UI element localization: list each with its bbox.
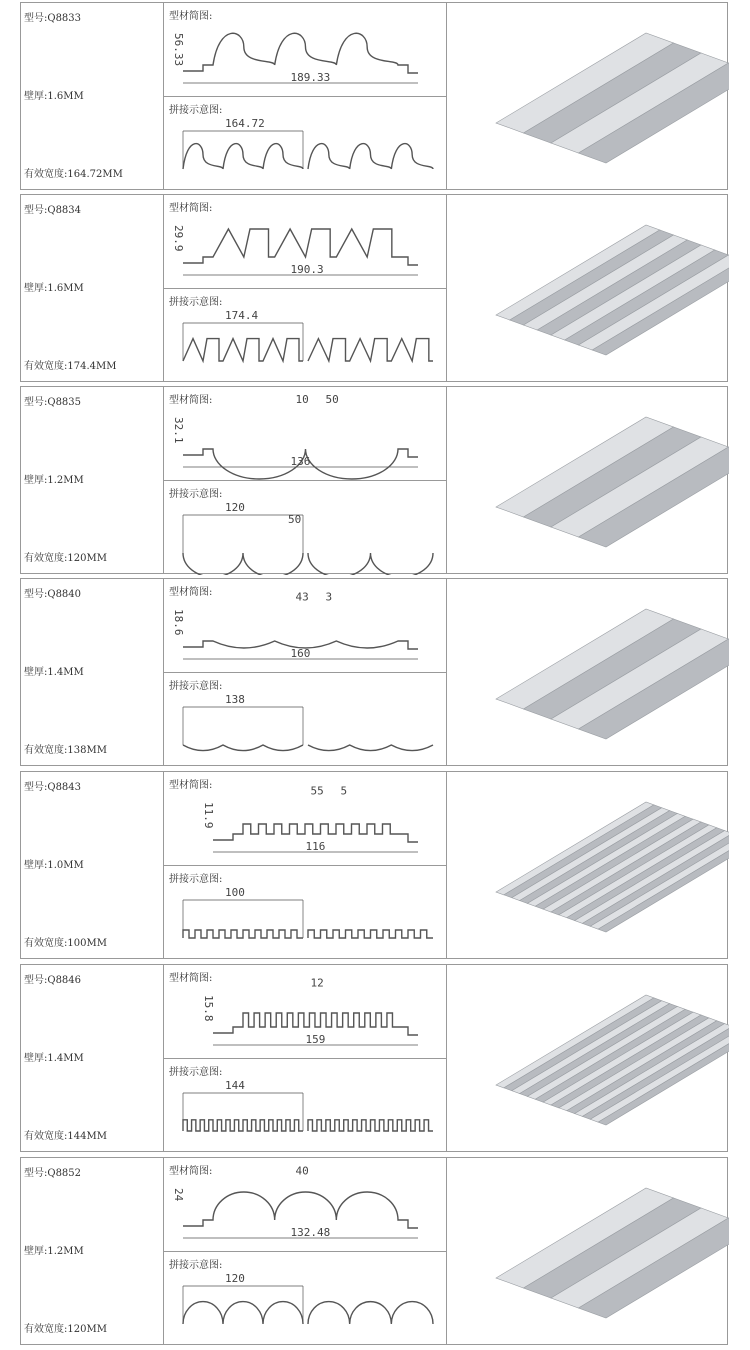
profile-title: 型材简图: [169,780,213,791]
splice-title: 拼接示意图: [169,1260,223,1271]
effective-width: 有效宽度:138MM [24,745,107,756]
product-row [20,771,728,959]
dimension-label: 40 [295,1164,309,1178]
profile-diagram [163,579,446,672]
dimension-label: 144 [225,1079,245,1092]
profile-line [183,144,303,169]
wall-thickness: 壁厚:1.2MM [24,475,84,486]
profile-line [183,229,418,265]
dimension-label: 12 [310,976,324,990]
dimension-label: 29.9 [172,225,185,252]
diagram-cell [163,1158,447,1344]
profile-diagram [163,387,446,480]
dimension-label: 189.33 [290,71,331,84]
profile-line [183,553,303,575]
wall-thickness: 壁厚:1.0MM [24,860,84,871]
spec-cell [21,579,164,765]
dimension-label: 120 [225,501,245,514]
dimension-label: 100 [225,886,245,899]
dimension-label: 18.6 [172,609,185,636]
product-row [20,578,728,766]
profile-line [183,930,303,938]
dimension-label: 174.4 [225,309,259,322]
product-row [20,1157,728,1345]
splice-diagram [163,672,446,766]
spec-cell [21,772,164,958]
product-photo [446,772,729,958]
profile-line [308,339,433,361]
splice-diagram [163,96,446,190]
diagram-cell [163,965,447,1151]
diagram-cell [163,387,447,573]
profile-title: 型材简图: [169,973,213,984]
splice-title: 拼接示意图: [169,489,223,500]
profile-diagram [163,772,446,865]
profile-line [183,1192,418,1228]
splice-title: 拼接示意图: [169,1067,223,1078]
dimension-label: 164.72 [225,117,265,130]
profile-line [308,1302,433,1324]
profile-line [183,1120,303,1131]
profile-line [183,339,303,361]
model-number: 型号:Q8843 [24,782,82,793]
splice-title: 拼接示意图: [169,297,223,308]
model-number: 型号:Q8840 [24,589,82,600]
splice-diagram [163,1058,446,1152]
dimension-label: 132.48 [290,1226,331,1239]
profile-line [183,1302,303,1324]
splice-diagram [163,288,446,382]
dimension-label: 50 [325,393,339,406]
splice-diagram [163,865,446,959]
profile-diagram [163,965,446,1058]
profile-title: 型材简图: [169,203,213,214]
product-row [20,386,728,574]
dimension-label: 120 [225,1272,245,1285]
profile-line [213,1013,418,1035]
wall-thickness: 壁厚:1.2MM [24,1246,84,1257]
spec-cell [21,387,164,573]
dimension-label: 138 [225,693,245,706]
dimension-label: 5 [340,784,348,798]
wall-thickness: 壁厚:1.6MM [24,283,84,294]
profile-line [183,33,418,73]
effective-width: 有效宽度:120MM [24,1324,107,1335]
product-photo [446,387,729,573]
profile-title: 型材简图: [169,1166,213,1177]
product-photo [446,579,729,765]
wall-thickness: 壁厚:1.6MM [24,91,84,102]
model-number: 型号:Q8846 [24,975,82,986]
splice-title: 拼接示意图: [169,681,223,692]
effective-width: 有效宽度:144MM [24,1131,107,1142]
dimension-label: 50 [288,513,302,526]
product-photo [446,1158,729,1344]
profile-line [183,1286,303,1324]
dimension-label: 116 [305,840,326,853]
splice-title: 拼接示意图: [169,874,223,885]
profile-line [308,930,433,938]
product-row [20,194,728,382]
effective-width: 有效宽度:164.72MM [24,169,123,180]
profile-diagram [163,195,446,288]
spec-cell [21,1158,164,1344]
spec-cell [21,3,164,189]
spec-cell [21,965,164,1151]
profile-diagram [163,3,446,96]
profile-line [308,745,433,751]
dimension-label: 190.3 [290,263,324,276]
product-photo [446,195,729,381]
profile-line [183,515,303,553]
wall-thickness: 壁厚:1.4MM [24,667,84,678]
profile-line [183,745,303,751]
profile-title: 型材简图: [169,395,213,406]
dimension-label: 10 [295,393,309,406]
dimension-label: 24 [172,1188,185,1202]
diagram-cell [163,195,447,381]
dimension-label: 55 [310,784,324,798]
splice-title: 拼接示意图: [169,105,223,116]
effective-width: 有效宽度:174.4MM [24,361,117,372]
model-number: 型号:Q8833 [24,13,82,24]
profile-line [183,707,303,745]
profile-diagram [163,1158,446,1251]
model-number: 型号:Q8834 [24,205,82,216]
dimension-label: 136 [290,455,311,468]
product-photo [446,3,729,189]
profile-line [308,1120,433,1131]
splice-diagram [163,1251,446,1345]
profile-line [308,553,433,575]
dimension-label: 32.1 [172,417,185,444]
wall-thickness: 壁厚:1.4MM [24,1053,84,1064]
product-photo [446,965,729,1151]
diagram-cell [163,3,447,189]
dimension-label: 3 [325,590,333,604]
profile-line [308,144,433,169]
product-row [20,2,728,190]
spec-cell [21,195,164,381]
dimension-label: 15.8 [202,995,215,1022]
diagram-cell [163,772,447,958]
dimension-label: 43 [295,590,309,604]
dimension-label: 11.9 [202,802,215,829]
model-number: 型号:Q8835 [24,397,82,408]
effective-width: 有效宽度:100MM [24,938,107,949]
splice-diagram [163,480,446,574]
profile-title: 型材简图: [169,587,213,598]
product-row [20,964,728,1152]
dimension-label: 56.33 [172,33,185,67]
dimension-label: 160 [290,647,311,660]
dimension-label: 159 [305,1033,326,1046]
diagram-cell [163,579,447,765]
profile-title: 型材简图: [169,11,213,22]
effective-width: 有效宽度:120MM [24,553,107,564]
model-number: 型号:Q8852 [24,1168,82,1179]
